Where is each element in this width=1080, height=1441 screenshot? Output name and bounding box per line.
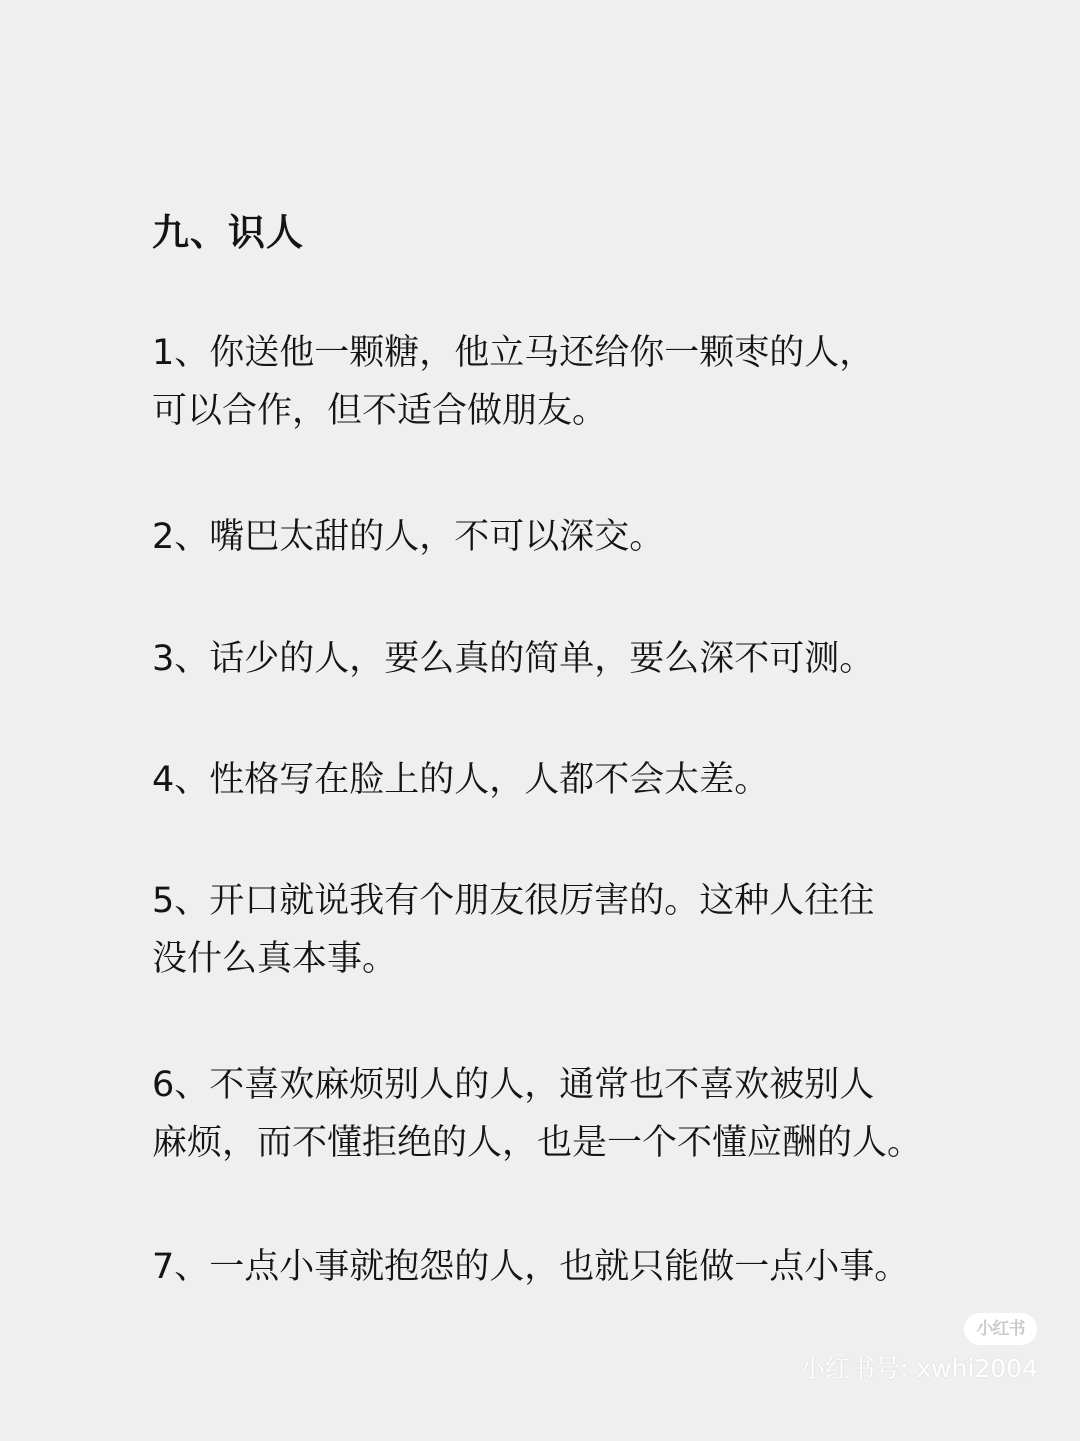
item-3-line-1: 3、话少的人，要么真的简单，要么深不可测。	[152, 639, 875, 679]
list-item-5	[152, 872, 874, 988]
item-7-line-1: 7、一点小事就抱怨的人，也就只能做一点小事。	[152, 1247, 910, 1287]
list-item-6	[152, 1056, 922, 1172]
item-1-line-2: 可以合作，但不适合做朋友。	[152, 391, 608, 431]
list-item-3	[152, 630, 874, 688]
item-5-line-2: 没什么真本事。	[152, 939, 398, 979]
watermark-account-id: 小红书号: xwhi2004	[799, 1354, 1038, 1383]
list-item-2	[152, 508, 664, 566]
item-6-line-1: 6、不喜欢麻烦别人的人，通常也不喜欢被别人	[152, 1065, 875, 1105]
item-1-line-1: 1、你送他一颗糖，他立马还给你一颗枣的人，	[152, 333, 875, 373]
watermark-logo: 小红书	[964, 1313, 1037, 1345]
list-item-7	[152, 1238, 909, 1296]
item-5-line-1: 5、开口就说我有个朋友很厉害的。这种人往往	[152, 881, 875, 921]
page-title: 九、识人	[152, 211, 304, 254]
list-item-1	[152, 324, 874, 440]
item-4-line-1: 4、性格写在脸上的人，人都不会太差。	[152, 760, 770, 800]
item-6-line-2: 麻烦，而不懂拒绝的人，也是一个不懂应酬的人。	[152, 1123, 923, 1163]
list-item-4	[152, 751, 769, 809]
item-2-line-1: 2、嘴巴太甜的人，不可以深交。	[152, 517, 665, 557]
